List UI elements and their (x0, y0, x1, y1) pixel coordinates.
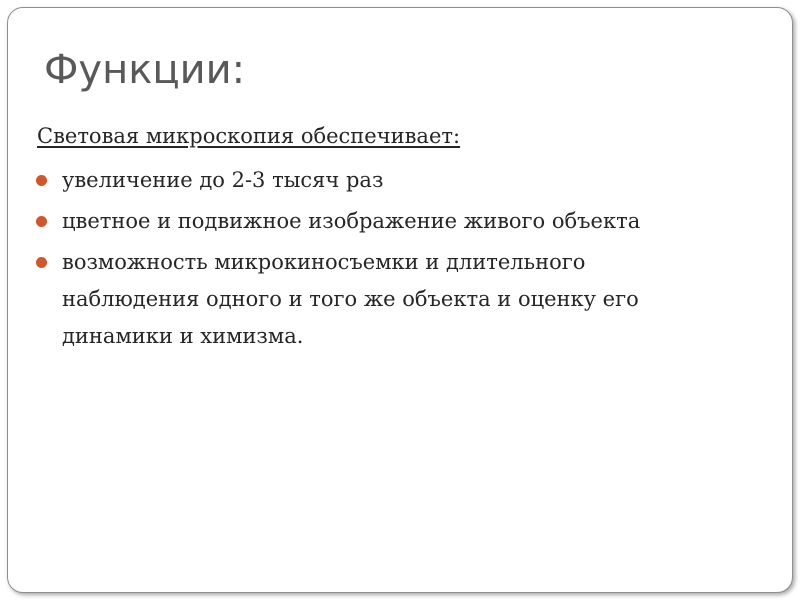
slide-frame (7, 7, 793, 593)
bullet-dot-icon (36, 257, 47, 268)
slide-subtitle: Световая микроскопия обеспечивает: (37, 124, 461, 148)
bullet-text: увеличение до 2-3 тысяч раз (62, 168, 384, 192)
bullet-text: возможность микрокиносъемки и длительного наблюдения одного и того же объекта и оценку его динамики и химизма. (62, 250, 639, 348)
bullet-item (34, 162, 734, 199)
bullet-dot-icon (36, 175, 47, 186)
slide-title: Функции: (44, 47, 246, 93)
bullet-text: цветное и подвижное изображение живого объекта (62, 209, 641, 233)
bullet-item (34, 244, 734, 355)
bullet-item (34, 203, 734, 240)
bullet-dot-icon (36, 216, 47, 227)
bullet-list (34, 162, 734, 359)
